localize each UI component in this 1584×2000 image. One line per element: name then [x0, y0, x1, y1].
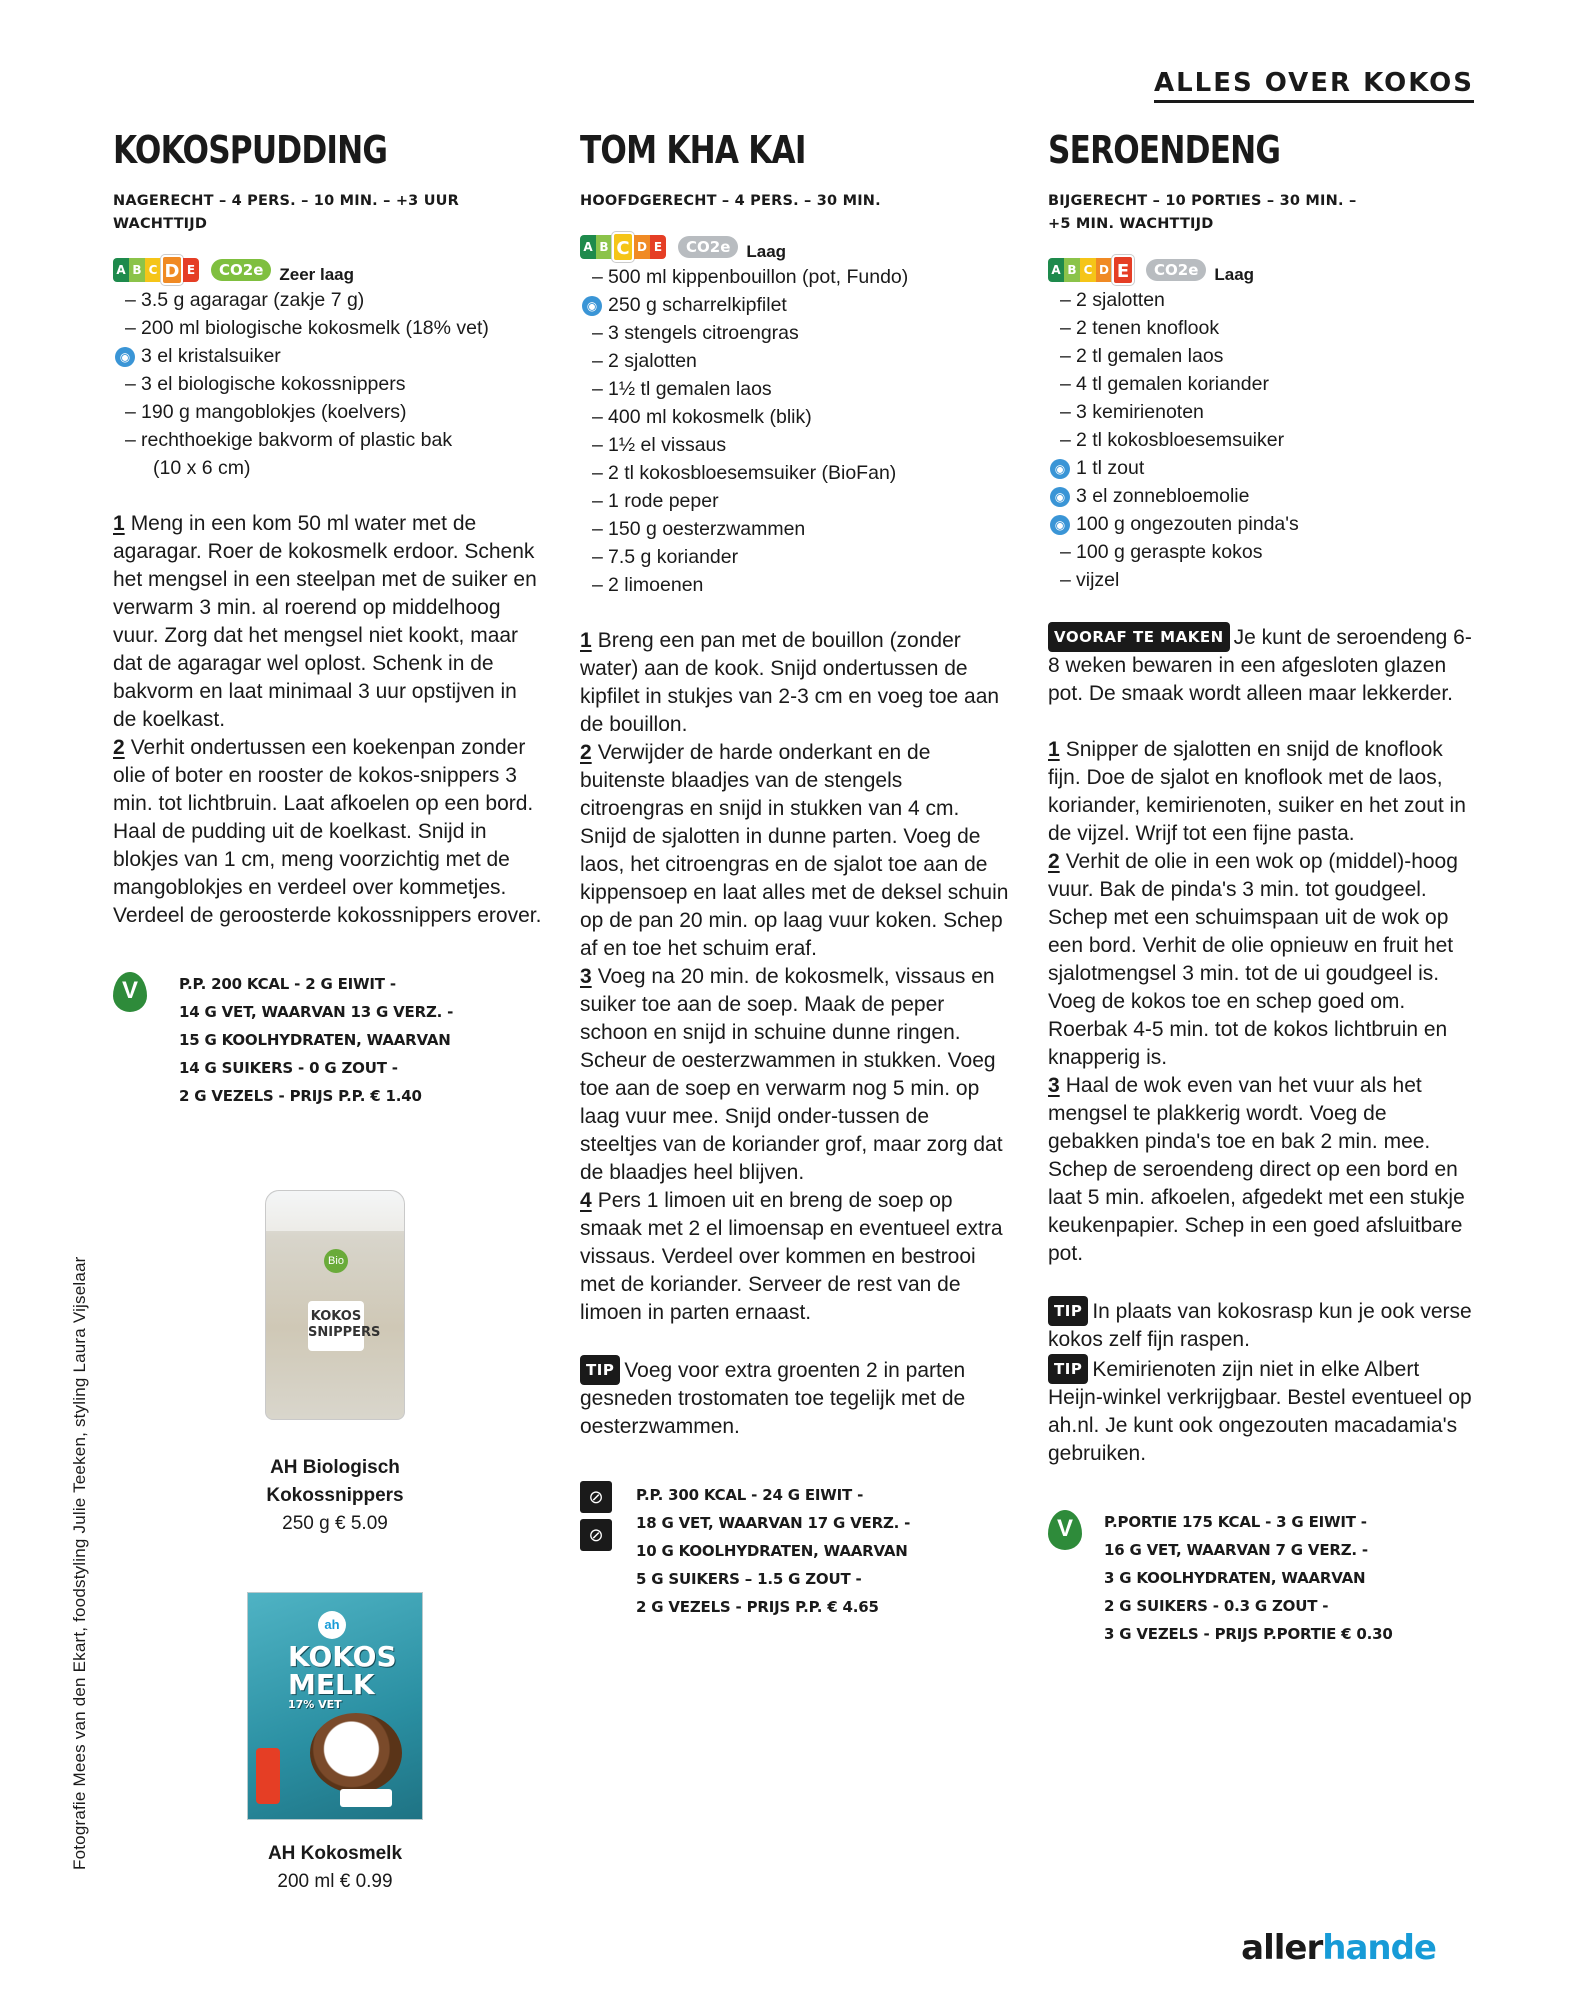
nutrition-block: [580, 1481, 1010, 1621]
recipe-meta: [113, 190, 543, 236]
ingredient-item: – 200 ml biologische kokosmelk (18% vet): [113, 314, 543, 342]
nutriscore-badge: A B C D E: [580, 232, 666, 262]
photo-credit: Fotografie Mees van den Ekart, foodstyling Julie Teeken, styling Laura Vijselaar: [70, 1256, 89, 1870]
intro-text: Je kunt de seroendeng 6-8 weken bewaren in een afgesloten glazen pot. De smaak wordt alleen maar lekkerder.: [1048, 626, 1472, 705]
recipe-title: TOM KHA KAI: [580, 128, 806, 172]
tip-badge: TIP: [1048, 1296, 1088, 1326]
step: 1 Breng een pan met de bouillon (zonder water) aan de kook. Snijd ondertussen de kipfilet in stukjes van 2-3 cm en voeg toe aan de bouillon.: [580, 629, 1000, 736]
pantry-icon: ◉: [1050, 515, 1070, 535]
nutrition-line: P.P. 200 KCAL - 2 G EIWIT -: [179, 975, 396, 993]
nutriscore-icon: [340, 1789, 392, 1807]
tip-badge: TIP: [1048, 1354, 1088, 1384]
step: 2 Verwijder de harde onderkant en de buitenste blaadjes van de stengels citroengras en snijd in stukken van 4 cm. Snijd de sjalotten in dunne parten. Voeg de laos, het citroengras en de sjalot toe aan de kippensoep en laat alles met de deksel schuin op de pan 20 min. op laag vuur koken. Schep af en toe het schuim eraf.: [580, 741, 1009, 960]
certification-icon: [256, 1748, 280, 1804]
co2-label: Zeer laag: [279, 265, 355, 284]
product-list: [220, 1190, 450, 1896]
step: 3 Haal de wok even van het vuur als het mengsel te plakkerig wordt. Voeg de gebakken pinda's toe en bak 2 min. mee. Schep de seroendeng direct op een bord en laat 5 min. afkoelen, afgedekt met een stukje keukenpapier. Schep in een goed afsluitbare pot.: [1048, 1074, 1465, 1265]
ingredient-item: – 400 ml kokosmelk (blik): [580, 403, 1010, 431]
vega-icon: V: [1048, 1510, 1082, 1550]
product-price: 250 g € 5.09: [282, 1513, 388, 1534]
tip-badge: TIP: [580, 1355, 620, 1385]
nutrition-line: 15 G KOOLHYDRATEN, WAARVAN: [179, 1031, 451, 1049]
ingredient-item: – 3 el biologische kokossnippers: [113, 370, 543, 398]
ingredient-item: – 2 sjalotten: [580, 347, 1010, 375]
ingredient-item: – 1 rode peper: [580, 487, 1010, 515]
section-label: ALLES OVER KOKOS: [1154, 68, 1474, 103]
ingredient-item: ◉ 1 tl zout: [1048, 454, 1478, 482]
product-name: AH Biologisch Kokossnippers: [266, 1457, 404, 1506]
vega-icon: V: [113, 972, 147, 1012]
product-image-kokossnippers: [265, 1190, 405, 1420]
ingredient-item: – 2 tl kokosbloesemsuiker: [1048, 426, 1478, 454]
ingredient-item: – 100 g geraspte kokos: [1048, 538, 1478, 566]
brand-logo: allerhande: [1241, 1928, 1436, 1968]
nutrition-line: 14 G SUIKERS - 0 G ZOUT -: [179, 1059, 398, 1077]
tip-block: [1048, 1296, 1478, 1468]
co2-label: Laag: [1214, 265, 1255, 284]
recipe-meta: [1048, 190, 1478, 236]
step: 3 Voeg na 20 min. de kokosmelk, vissaus en suiker toe aan de soep. Maak de peper schoon en snijd in schuine dunne ringen. Scheur de oesterzwammen in stukken. Voeg toe aan de soep en verwarm nog 5 min. op laag vuur mee. Snijd onder-tussen de steeltjes van de koriander grof, maar zorg dat de blaadjes heel blijven.: [580, 965, 1003, 1184]
tip-text: In plaats van kokosrasp kun je ook verse kokos zelf fijn raspen.: [1048, 1300, 1472, 1351]
nutrition-block: [1048, 1508, 1478, 1648]
intro-block: [1048, 622, 1478, 708]
nutrition-line: 5 G SUIKERS – 1.5 G ZOUT -: [636, 1570, 862, 1588]
recipe-meta-line: +5 MIN. WACHTTIJD: [1048, 216, 1214, 232]
pantry-icon: ◉: [115, 347, 135, 367]
co2-icon: CO2e: [678, 236, 738, 258]
ingredient-item: – 500 ml kippenbouillon (pot, Fundo): [580, 263, 1010, 291]
step: 2 Verhit de olie in een wok op (middel)-hoog vuur. Bak de pinda's 3 min. tot goudgeel. Schep met een schuimspaan uit de wok op een bord. Verhit de olie opnieuw en fruit het sjalotmengsel 3 min. tot de ui goudgeel is. Voeg de kokos toe en schep goed om. Roerbak 4-5 min. tot de kokos lichtbruin en knapperig is.: [1048, 850, 1458, 1069]
ingredient-list: [1048, 286, 1478, 594]
nutrition-line: 10 G KOOLHYDRATEN, WAARVAN: [636, 1542, 908, 1560]
recipe-seroendeng: [1048, 128, 1478, 1648]
nutriscore-badge: A B C D E: [113, 255, 199, 285]
recipe-title: KOKOSPUDDING: [113, 128, 388, 172]
nutrition-line: 14 G VET, WAARVAN 13 G VERZ. -: [179, 1003, 454, 1021]
step: 1 Snipper de sjalotten en snijd de knoflook fijn. Doe de sjalot en knoflook met de laos, koriander, kemirienoten, suiker en het zout in de vijzel. Wrijf tot een fijne pasta.: [1048, 738, 1466, 845]
ingredient-item: – 2 sjalotten: [1048, 286, 1478, 314]
co2-label: Laag: [746, 242, 787, 261]
ingredient-item: ◉ 250 g scharrelkipfilet: [580, 291, 1010, 319]
step: 2 Verhit ondertussen een koekenpan zonder olie of boter en rooster de kokos-snippers 3 min. tot lichtbruin. Laat afkoelen op een bord. Haal de pudding uit de koelkast. Snijd in blokjes van 1 cm, meng voorzichtig met de mangoblokjes en verdeel over kommetjes. Verdeel de geroosterde kokossnippers erover.: [113, 736, 542, 927]
tip-text: Voeg voor extra groenten 2 in parten gesneden trostomaten toe tegelijk met de oesterzwammen.: [580, 1359, 966, 1438]
pantry-icon: ◉: [1050, 487, 1070, 507]
coconut-icon: [310, 1713, 402, 1793]
nutrition-line: P.PORTIE 175 KCAL - 3 G EIWIT -: [1104, 1513, 1367, 1531]
ingredient-item: ◉ 3 el kristalsuiker: [113, 342, 543, 370]
ingredient-item: – 2 tl gemalen laos: [1048, 342, 1478, 370]
score-row: [580, 231, 1010, 263]
ingredient-item: – 3 kemirienoten: [1048, 398, 1478, 426]
nutrition-line: 2 G VEZELS - PRIJS P.P. € 4.65: [636, 1598, 879, 1616]
ingredient-item: – 2 limoenen: [580, 571, 1010, 599]
ingredient-item: – 2 tl kokosbloesemsuiker (BioFan): [580, 459, 1010, 487]
ingredient-list: [580, 263, 1010, 599]
ingredient-item: – rechthoekige bakvorm of plastic bak: [113, 426, 543, 454]
score-row: [113, 254, 543, 286]
step: 4 Pers 1 limoen uit en breng de soep op smaak met 2 el limoensap en eventueel extra vissaus. Verdeel over kommen en bestrooi met de koriander. Serveer de rest van de limoen in parten ernaast.: [580, 1189, 1003, 1324]
carton-title: KOKOS MELK 17% VET: [288, 1640, 397, 1711]
co2-icon: CO2e: [211, 259, 271, 281]
lactose-free-icon: ⊘: [580, 1519, 612, 1551]
nutrition-line: 16 G VET, WAARVAN 7 G VERZ. -: [1104, 1541, 1368, 1559]
ingredient-item: – 3 stengels citroengras: [580, 319, 1010, 347]
ingredient-item: – 4 tl gemalen koriander: [1048, 370, 1478, 398]
product-name: AH Kokosmelk: [267, 1843, 403, 1864]
nutrition-line: 2 G SUIKERS - 0.3 G ZOUT -: [1104, 1597, 1329, 1615]
product-price: 200 ml € 0.99: [277, 1871, 393, 1892]
nutrition-line: 2 G VEZELS - PRIJS P.P. € 1.40: [179, 1087, 422, 1105]
ingredient-item: ◉ 100 g ongezouten pinda's: [1048, 510, 1478, 538]
ingredient-list: [113, 286, 543, 482]
recipe-kokospudding: [113, 128, 543, 1110]
vooraf-badge: VOORAF TE MAKEN: [1048, 622, 1230, 652]
ingredient-item: – 1½ tl gemalen laos: [580, 375, 1010, 403]
ingredient-item: – 1½ el vissaus: [580, 431, 1010, 459]
bio-logo-icon: Bio: [324, 1249, 348, 1273]
recipe-meta: [580, 190, 1010, 213]
recipe-title: SEROENDENG: [1048, 128, 1281, 172]
recipe-meta-line: NAGERECHT – 4 PERS. – 10 MIN. – +3 UUR WACHTTIJD: [113, 193, 460, 232]
ingredient-item: – 7.5 g koriander: [580, 543, 1010, 571]
ingredient-item: ◉ 3 el zonnebloemolie: [1048, 482, 1478, 510]
step-list: [1048, 736, 1478, 1268]
tip-block: [580, 1355, 1010, 1441]
ingredient-item: (10 x 6 cm): [153, 457, 251, 479]
pantry-icon: ◉: [582, 296, 602, 316]
score-row: [1048, 254, 1478, 286]
nutriscore-badge: A B C D E: [1048, 255, 1134, 285]
step-list: [580, 627, 1010, 1327]
ingredient-item: – 190 g mangoblokjes (koelvers): [113, 398, 543, 426]
pack-label: KOKOS SNIPPERS: [308, 1301, 364, 1351]
ingredient-item: – 150 g oesterzwammen: [580, 515, 1010, 543]
nutrition-line: 18 G VET, WAARVAN 17 G VERZ. -: [636, 1514, 911, 1532]
co2-icon: CO2e: [1146, 259, 1206, 281]
ah-logo-icon: ah: [318, 1611, 346, 1639]
tip-text: Kemirienoten zijn niet in elke Albert Heijn-winkel verkrijgbaar. Bestel eventueel op ah.nl. Je kunt ook ongezouten macadamia's gebruiken.: [1048, 1358, 1472, 1465]
ingredient-item: – vijzel: [1048, 566, 1478, 594]
nutrition-line: 3 G KOOLHYDRATEN, WAARVAN: [1104, 1569, 1366, 1587]
gluten-free-icon: ⊘: [580, 1481, 612, 1513]
recipe-meta-line: HOOFDGERECHT – 4 PERS. – 30 MIN.: [580, 193, 881, 209]
recipe-meta-line: BIJGERECHT – 10 PORTIES – 30 MIN. –: [1048, 193, 1357, 209]
step: 1 Meng in een kom 50 ml water met de agaragar. Roer de kokosmelk erdoor. Schenk het mengsel in een steelpan met de suiker en verwarm 3 min. al roerend op middelhoog vuur. Zorg dat het mengsel niet kookt, maar dat de agaragar wel oplost. Schenk in de bakvorm en laat minimaal 3 uur opstijven in de koelkast.: [113, 512, 537, 731]
ingredient-item: – 3.5 g agaragar (zakje 7 g): [113, 286, 543, 314]
step-list: [113, 510, 543, 930]
nutrition-line: 3 G VEZELS - PRIJS P.PORTIE € 0.30: [1104, 1625, 1393, 1643]
pantry-icon: ◉: [1050, 459, 1070, 479]
nutrition-line: P.P. 300 KCAL - 24 G EIWIT -: [636, 1486, 864, 1504]
ingredient-item: – 2 tenen knoflook: [1048, 314, 1478, 342]
product-image-kokosmelk: [247, 1592, 423, 1820]
nutrition-block: [113, 970, 543, 1110]
recipe-tom-kha-kai: [580, 128, 1010, 1621]
